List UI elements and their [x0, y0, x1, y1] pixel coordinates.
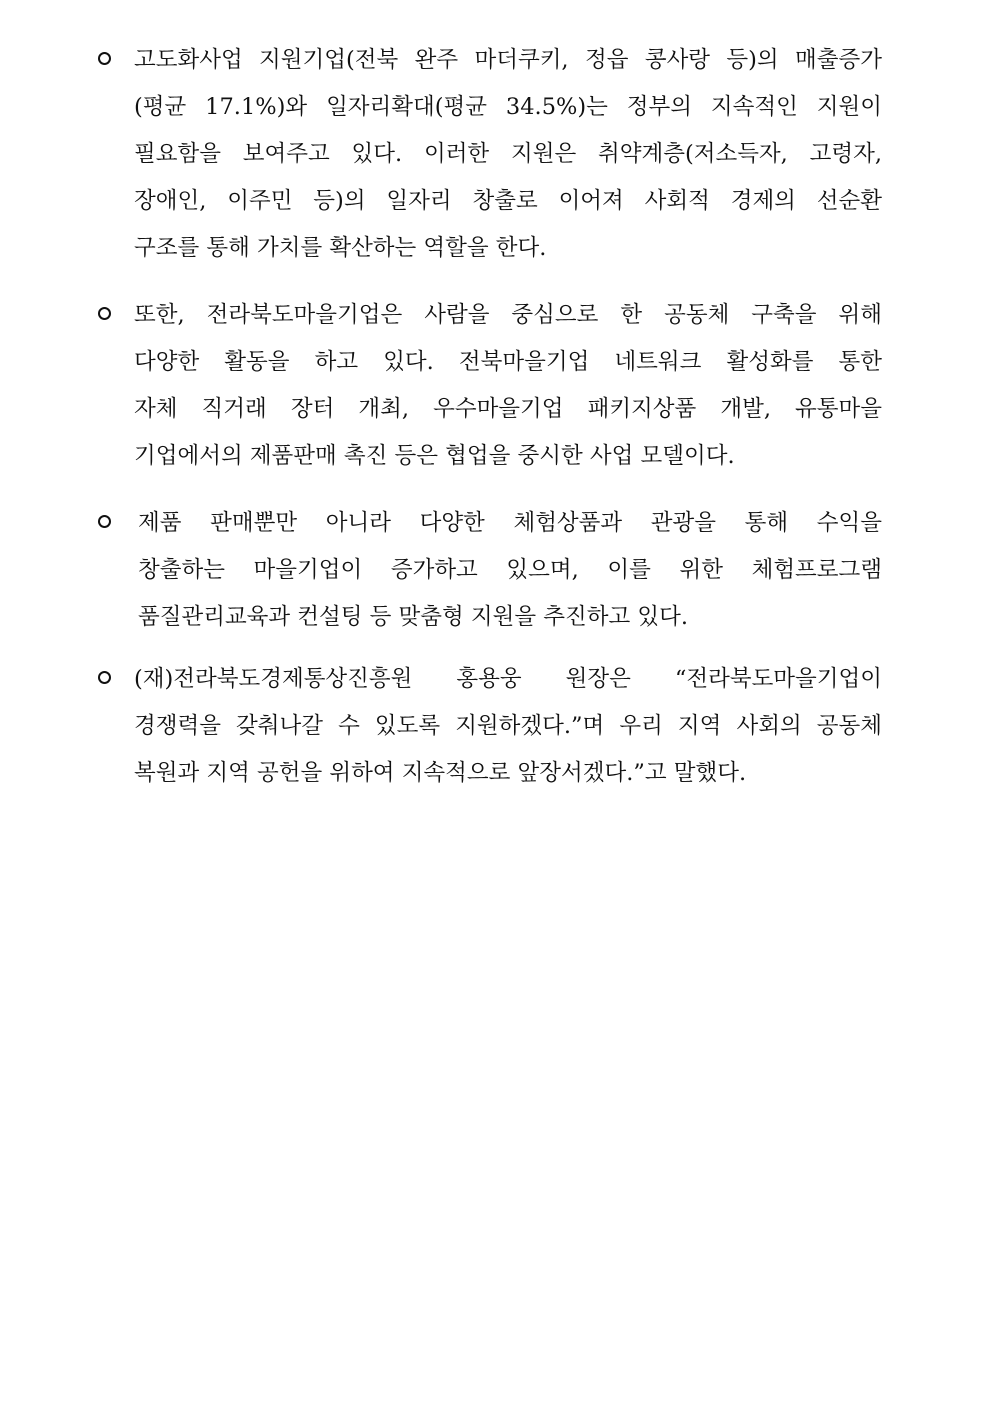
paragraph-line: 다양한 활동을 하고 있다. 전북마을기업 네트워크 활성화를 통한: [134, 349, 882, 375]
paragraph-line: 기업에서의 제품판매 촉진 등은 협업을 중시한 사업 모델이다.: [134, 443, 735, 469]
paragraph-line: 또한, 전라북도마을기업은 사람을 중심으로 한 공동체 구축을 위해: [134, 302, 882, 328]
circle-bullet-icon: [98, 515, 111, 528]
circle-bullet-icon: [98, 671, 111, 684]
paragraph-line: 복원과 지역 공헌을 위하여 지속적으로 앞장서겠다.”고 말했다.: [134, 760, 747, 786]
paragraph-line: 품질관리교육과 컨설팅 등 맞춤형 지원을 추진하고 있다.: [138, 604, 688, 630]
paragraph-line: 필요함을 보여주고 있다. 이러한 지원은 취약계층(저소득자, 고령자,: [134, 141, 882, 167]
paragraph-line: (재)전라북도경제통상진흥원 홍용웅 원장은 “전라북도마을기업이: [134, 666, 882, 692]
paragraph-line: 자체 직거래 장터 개최, 우수마을기업 패키지상품 개발, 유통마을: [134, 396, 882, 422]
circle-bullet-icon: [98, 307, 111, 320]
paragraph-line: 고도화사업 지원기업(전북 완주 마더쿠키, 정읍 콩사랑 등)의 매출증가: [134, 47, 882, 73]
paragraph-line: 장애인, 이주민 등)의 일자리 창출로 이어져 사회적 경제의 선순환: [134, 188, 882, 214]
paragraph-line: (평균 17.1%)와 일자리확대(평균 34.5%)는 정부의 지속적인 지원이: [134, 94, 882, 120]
paragraph-line: 구조를 통해 가치를 확산하는 역할을 한다.: [134, 235, 547, 261]
paragraph-line: 제품 판매뿐만 아니라 다양한 체험상품과 관광을 통해 수익을: [138, 510, 882, 536]
circle-bullet-icon: [98, 52, 111, 65]
paragraph-line: 경쟁력을 갖춰나갈 수 있도록 지원하겠다.”며 우리 지역 사회의 공동체: [134, 713, 882, 739]
paragraph-line: 창출하는 마을기업이 증가하고 있으며, 이를 위한 체험프로그램: [138, 557, 882, 583]
